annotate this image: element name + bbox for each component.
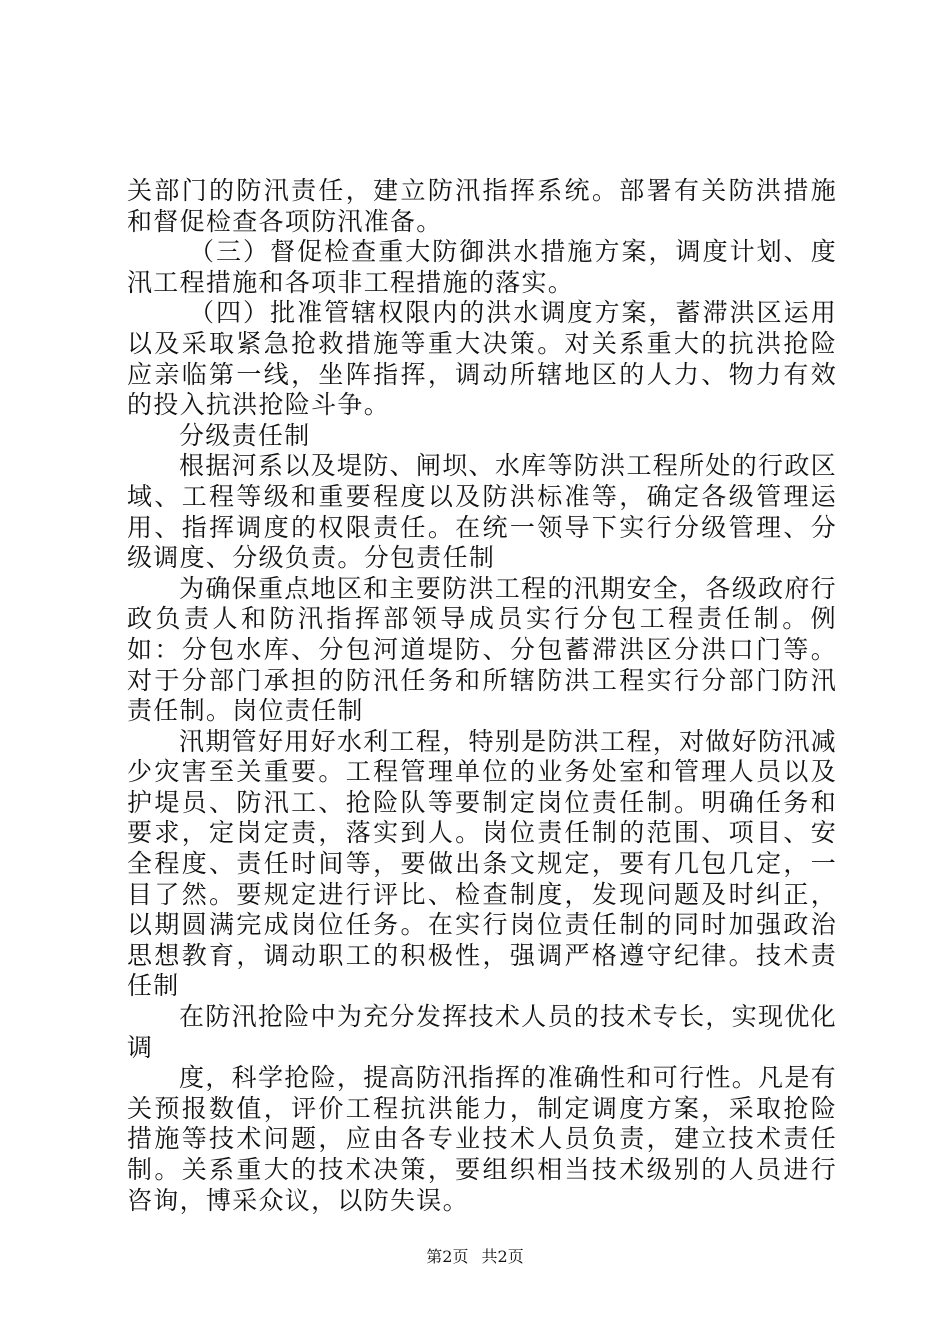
paragraph-1: 关部门的防汛责任，建立防汛指挥系统。部署有关防洪措施和督促检查各项防汛准备。 xyxy=(127,176,837,236)
paragraph-6: 汛期管好用好水利工程，特别是防洪工程，对做好防汛减少灾害至关重要。工程管理单位的业务处室和管理人员以及护堤员、防汛工、抢险队等要制定岗位责任制。明确任务和要求，定岗定责，落实到人。岗位责任制的范围、项目、安全程度、责任时间等，要做出条文规定，要有几包几定，一目了然。要规定进行评比、检查制度，发现问题及时纠正，以期圆满完成岗位任务。在实行岗位责任制的同时加强政治思想教育，调动职工的积极性，强调严格遵守纪律。技术责任制 xyxy=(127,726,837,1001)
paragraph-3: （四）批准管辖权限内的洪水调度方案，蓄滞洪区运用以及采取紧急抢救措施等重大决策。对关系重大的抗洪抢险应亲临第一线，坐阵指挥，调动所辖地区的人力、物力有效的投入抗洪抢险斗争。 xyxy=(127,298,837,420)
paragraph-5: 为确保重点地区和主要防洪工程的汛期安全，各级政府行政负责人和防汛指挥部领导成员实行分包工程责任制。例如：分包水库、分包河道堤防、分包蓄滞洪区分洪口门等。对于分部门承担的防汛任务和所辖防洪工程实行分部门防汛责任制。岗位责任制 xyxy=(127,573,837,726)
paragraph-8: 度，科学抢险，提高防汛指挥的准确性和可行性。凡是有关预报数值，评价工程抗洪能力，制定调度方案，采取抢险措施等技术问题，应由各专业技术人员负责，建立技术责任制。关系重大的技术决策，要组织相当技术级别的人员进行咨询，博采众议，以防失误。 xyxy=(127,1063,837,1215)
document-body xyxy=(127,176,837,1216)
page-number: 第2页 xyxy=(426,1247,469,1266)
page-total: 共2页 xyxy=(481,1247,524,1266)
paragraph-2: （三）督促检查重大防御洪水措施方案，调度计划、度汛工程措施和各项非工程措施的落实。 xyxy=(127,237,837,297)
paragraph-7: 在防汛抢险中为充分发挥技术人员的技术专长，实现优化调 xyxy=(127,1002,837,1062)
section-heading-graded-responsibility: 分级责任制 xyxy=(179,420,311,450)
paragraph-4: 根据河系以及堤防、闸坝、水库等防洪工程所处的行政区域、工程等级和重要程度以及防洪标准等，确定各级管理运用、指挥调度的权限责任。在统一领导下实行分级管理、分级调度、分级负责。分包责任制 xyxy=(127,451,837,573)
page-footer xyxy=(0,1244,950,1267)
